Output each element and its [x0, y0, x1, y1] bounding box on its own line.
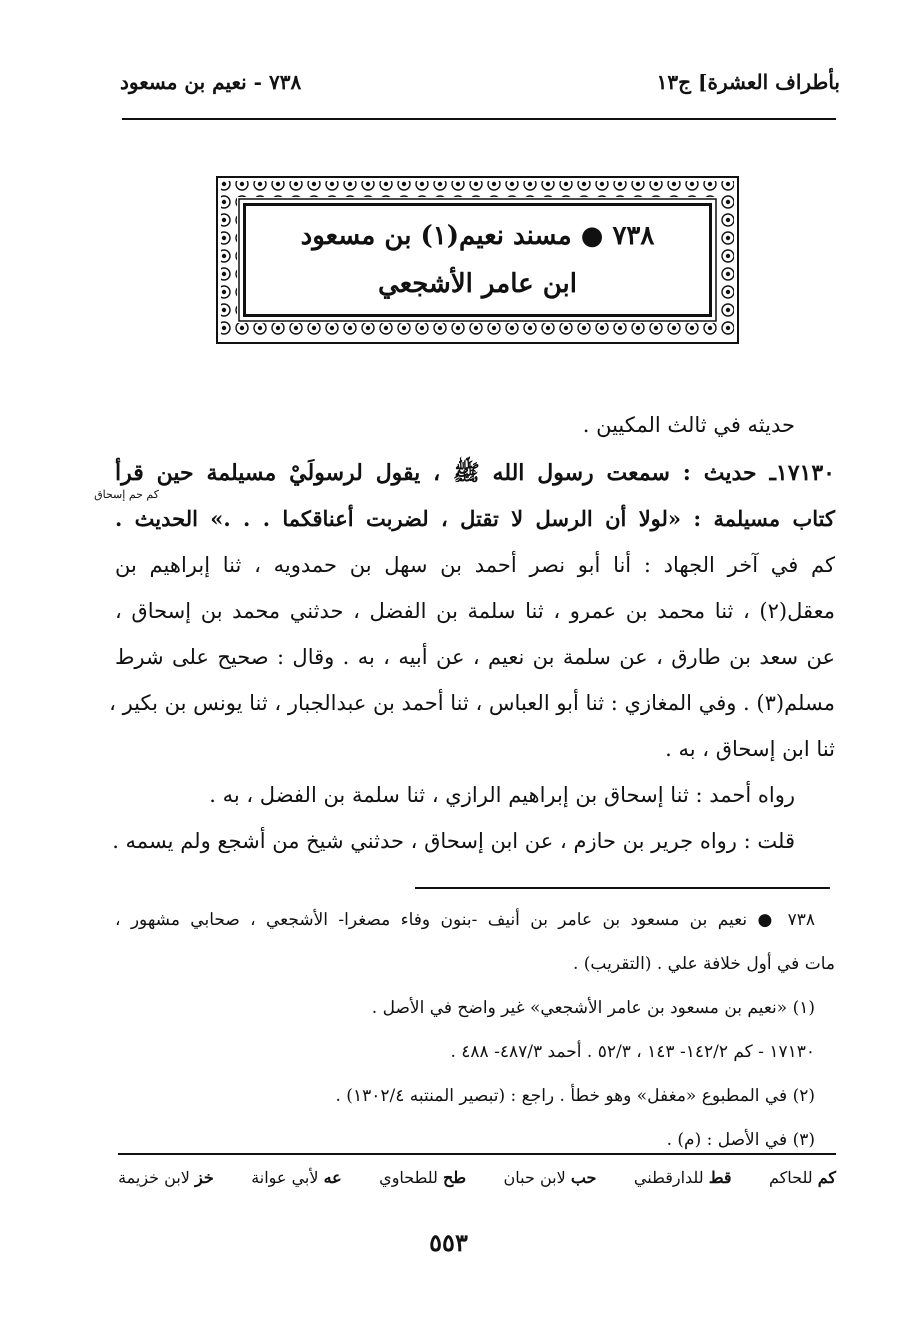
intro-line: حديثه في ثالث المكيين .: [582, 413, 795, 437]
paragraph-line: عن سعد بن طارق ، عن سلمة بن نعيم ، عن أبيه ، به . وقال : صحيح على شرط: [115, 645, 835, 669]
footnote-line: (١) «نعيم بن مسعود بن عامر الأشجعي» غير واضح في الأصل .: [371, 998, 815, 1018]
abbreviations-key: [118, 1168, 836, 1198]
abbreviation-item: طح للطحاوي: [379, 1168, 467, 1187]
musnad-title-line1: ٧٣٨ ● مسند نعيم(١) بن مسعود: [300, 221, 655, 251]
header-section-title: ٧٣٨ - نعيم بن مسعود: [120, 70, 302, 94]
abbreviation-item: حب لابن حبان: [503, 1168, 597, 1187]
footnote-line: (٢) في المطبوع «مغفل» وهو خطأ . راجع : (تبصير المنتبه ١٣٠٢/٤) .: [335, 1086, 815, 1106]
source-sigla: كم حم إسحاق: [94, 488, 159, 501]
footnote-line: (٣) في الأصل : (م) .: [666, 1130, 815, 1150]
musnad-title-line2: ابن عامر الأشجعي: [378, 269, 577, 299]
hadith-line: كتاب مسيلمة : «لولا أن الرسل لا تقتل ، لضربت أعناقكما . . .» الحديث .: [115, 506, 835, 531]
paragraph-line: قلت : رواه جرير بن حازم ، عن ابن إسحاق ، حدثني شيخ من أشجع ولم يسمه .: [112, 829, 795, 853]
abbreviations-divider: [118, 1153, 836, 1155]
running-header: [120, 62, 840, 102]
footnote-line: ٧٣٨ ● نعيم بن مسعود بن عامر بن أنيف -بنون وفاء مصغرا- الأشجعي ، صحابي مشهور ،: [115, 910, 815, 930]
abbreviation-item: كم للحاكم: [769, 1168, 836, 1187]
footnotes: [115, 898, 835, 1162]
main-text: [115, 402, 835, 448]
paragraph-line: معقل(٢) ، ثنا محمد بن عمرو ، ثنا سلمة بن الفضل ، حدثني محمد بن إسحاق ،: [115, 599, 835, 623]
paragraph-line: ثنا ابن إسحاق ، به .: [665, 737, 835, 761]
hadith-line: ١٧١٣٠ـ حديث : سمعت رسول الله ﷺ ، يقول لرسولَيْ مسيلمة حين قرأ: [115, 460, 835, 486]
header-divider: [122, 118, 836, 120]
paragraph-line: مسلم(٣) . وفي المغازي : ثنا أبو العباس ، ثنا أحمد بن عبدالجبار ، ثنا يونس بن بكير ،: [109, 691, 835, 715]
title-box: [243, 203, 712, 317]
page-number: ٥٥٣: [429, 1228, 468, 1257]
abbreviation-item: خز لابن خزيمة: [118, 1168, 214, 1187]
paragraph-line: كم في آخر الجهاد : أنا أبو نصر أحمد بن سهل بن حمدويه ، ثنا إبراهيم بن: [115, 553, 835, 577]
footnote-line: مات في أول خلافة علي . (التقريب) .: [572, 954, 835, 974]
footnote-line: ١٧١٣٠ - كم ١٤٢/٢- ١٤٣ ، ٥٢/٣ . أحمد ٤٨٧/٣- ٤٨٨ .: [450, 1042, 815, 1062]
abbreviation-item: عه لأبي عوانة: [251, 1168, 342, 1187]
ornamental-title-frame: [215, 175, 740, 345]
hadith-block: [109, 450, 835, 864]
header-book-title: بأطراف العشرة] ج١٣: [656, 70, 840, 94]
abbreviation-item: قط للدارقطني: [633, 1168, 732, 1187]
paragraph-line: رواه أحمد : ثنا إسحاق بن إبراهيم الرازي ، ثنا سلمة بن الفضل ، به .: [209, 783, 795, 807]
footnote-divider: [415, 887, 830, 889]
